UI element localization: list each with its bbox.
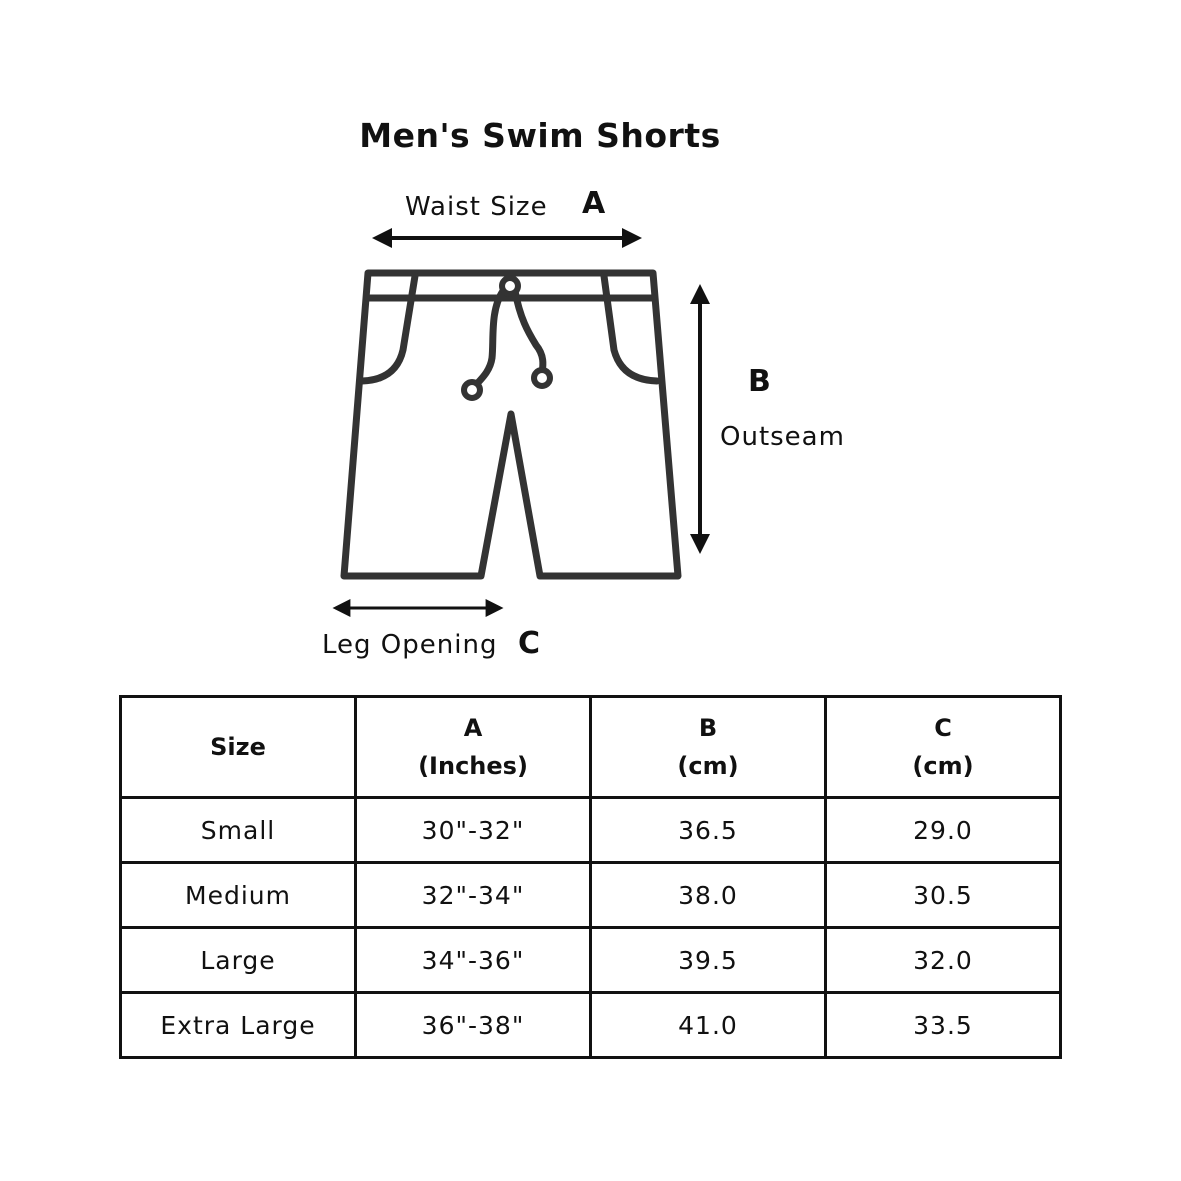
leg-opening-label: Leg Opening <box>322 630 498 660</box>
cell-b: 39.5 <box>591 928 826 993</box>
table-row <box>121 798 1061 863</box>
cell-c: 29.0 <box>826 798 1061 863</box>
header-c: C (cm) <box>826 697 1061 798</box>
cell-size: Medium <box>121 863 356 928</box>
table-row <box>121 928 1061 993</box>
page-title: Men's Swim Shorts <box>359 116 721 155</box>
cell-b: 41.0 <box>591 993 826 1058</box>
leg-opening-letter: C <box>518 626 541 661</box>
cell-a: 32"-34" <box>356 863 591 928</box>
outseam-label: Outseam <box>720 422 845 452</box>
waist-size-label: Waist Size <box>405 192 548 222</box>
waist-letter: A <box>582 186 606 221</box>
cell-b: 36.5 <box>591 798 826 863</box>
cell-size: Extra Large <box>121 993 356 1058</box>
cell-b: 38.0 <box>591 863 826 928</box>
size-chart-table <box>119 695 1062 1059</box>
cell-a: 34"-36" <box>356 928 591 993</box>
table-header-row <box>121 697 1061 798</box>
header-b: B (cm) <box>591 697 826 798</box>
cell-size: Small <box>121 798 356 863</box>
cell-c: 30.5 <box>826 863 1061 928</box>
header-a: A (Inches) <box>356 697 591 798</box>
cell-a: 36"-38" <box>356 993 591 1058</box>
shorts-outline <box>344 273 678 576</box>
cell-c: 33.5 <box>826 993 1061 1058</box>
header-size: Size <box>121 697 356 798</box>
table-row <box>121 863 1061 928</box>
cell-size: Large <box>121 928 356 993</box>
outseam-letter: B <box>748 364 771 399</box>
table-row <box>121 993 1061 1058</box>
cell-c: 32.0 <box>826 928 1061 993</box>
cell-a: 30"-32" <box>356 798 591 863</box>
